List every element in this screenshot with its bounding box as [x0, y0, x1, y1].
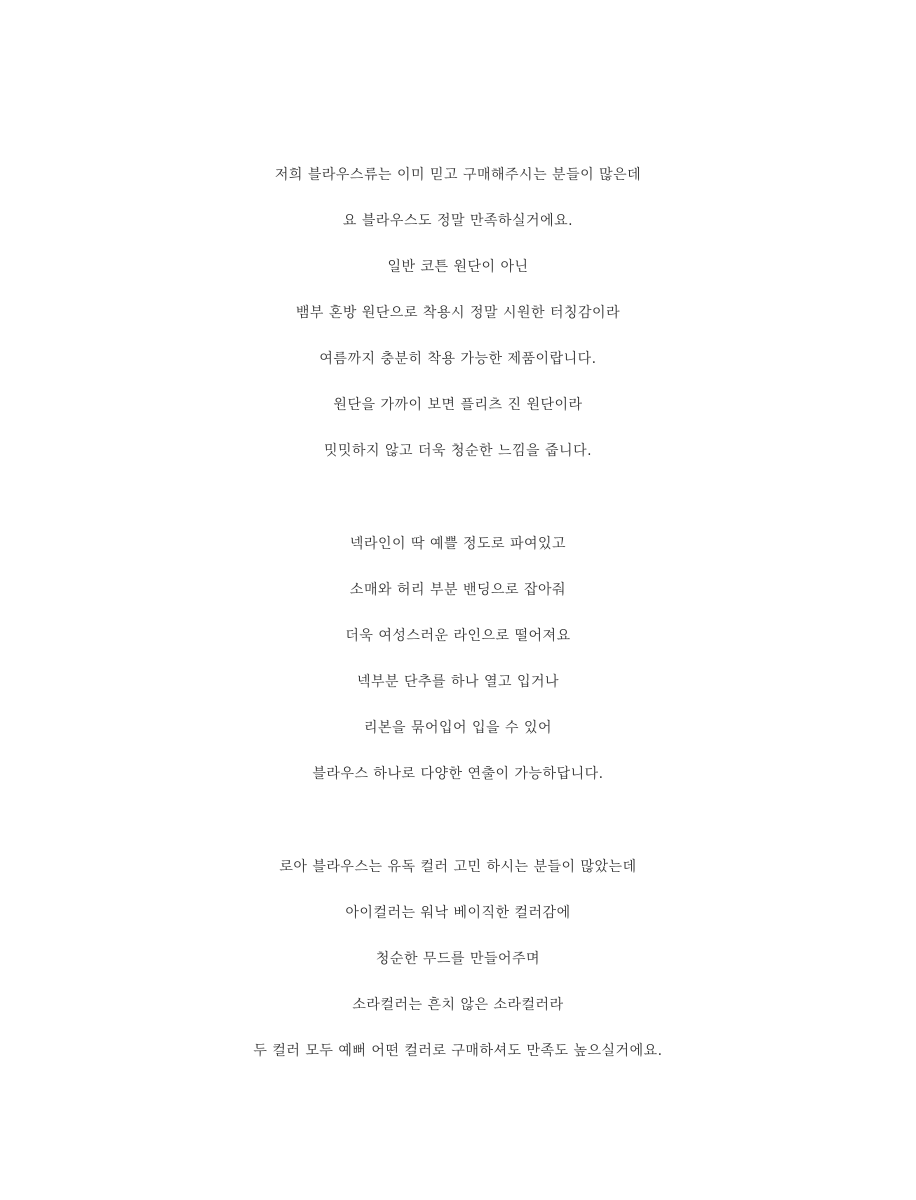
text-line: 저희 블라우스류는 이미 믿고 구매해주시는 분들이 많은데	[274, 167, 642, 183]
text-line: 블라우스 하나로 다양한 연출이 가능하답니다.	[312, 766, 604, 782]
paragraph-fabric	[0, 152, 916, 474]
text-line: 소매와 허리 부분 밴딩으로 잡아줘	[349, 582, 567, 598]
paragraph-design	[0, 521, 916, 797]
text-line: 두 컬러 모두 예뻐 어떤 컬러로 구매하셔도 만족도 높으실거에요.	[253, 1043, 663, 1059]
text-line: 여름까지 충분히 착용 가능한 제품이랍니다.	[319, 351, 597, 367]
text-line: 원단을 가까이 보면 플리츠 진 원단이라	[333, 397, 583, 413]
text-line: 청순한 무드를 만들어주며	[375, 951, 541, 967]
text-line: 소라컬러는 흔치 않은 소라컬러라	[352, 997, 564, 1013]
text-line: 넥부분 단추를 하나 열고 입거나	[356, 674, 560, 690]
text-line: 요 블라우스도 정말 만족하실거에요.	[342, 213, 574, 229]
text-line: 일반 코튼 원단이 아닌	[387, 259, 529, 275]
text-line: 더욱 여성스러운 라인으로 떨어져요	[345, 628, 571, 644]
text-line: 넥라인이 딱 예쁠 정도로 파여있고	[349, 536, 567, 552]
text-line: 뱀부 혼방 원단으로 착용시 정말 시원한 터칭감이라	[295, 305, 621, 321]
text-line: 리본을 묶어입어 입을 수 있어	[363, 720, 553, 736]
paragraph-colors	[0, 844, 916, 1074]
text-line: 로아 블라우스는 유독 컬러 고민 하시는 분들이 많았는데	[279, 859, 637, 875]
text-line: 밋밋하지 않고 더욱 청순한 느낌을 줍니다.	[323, 443, 593, 459]
text-line: 아이컬러는 워낙 베이직한 컬러감에	[345, 905, 571, 921]
